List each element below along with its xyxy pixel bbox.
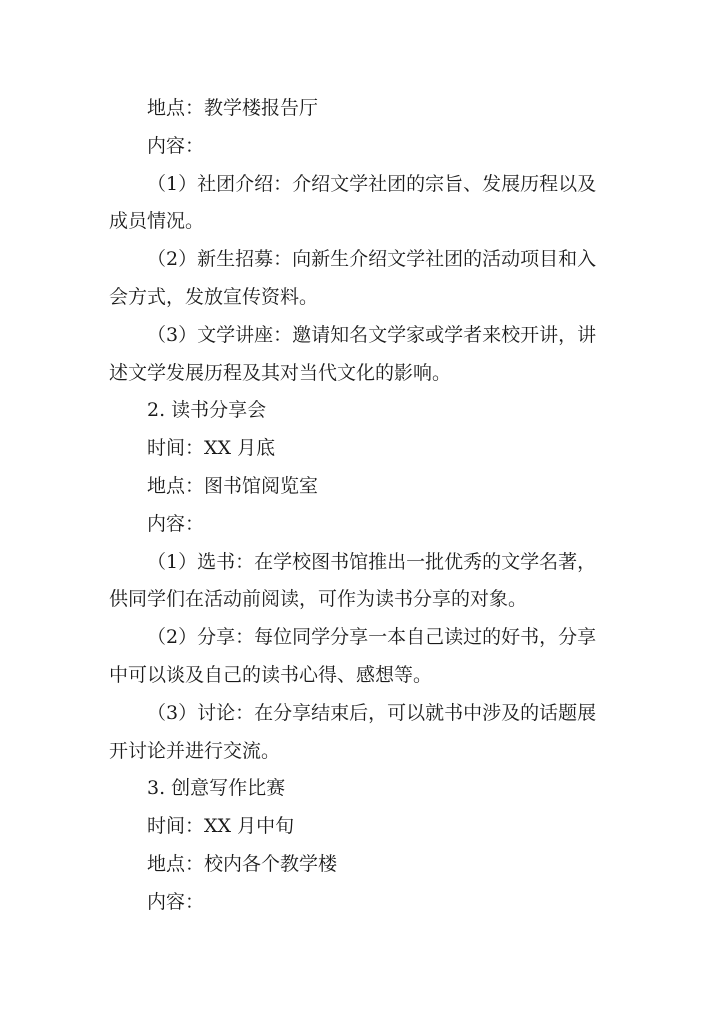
document-body bbox=[109, 90, 611, 922]
text-line: （2）分享：每位同学分享一本自己读过的好书，分享 bbox=[147, 626, 597, 649]
text-line: （3）讨论：在分享结束后，可以就书中涉及的话题展 bbox=[147, 701, 597, 724]
text-line: 内容： bbox=[147, 134, 205, 157]
text-line: 述文学发展历程及其对当代文化的影响。 bbox=[109, 361, 452, 384]
text-line: （3）文学讲座：邀请知名文学家或学者来校开讲，讲 bbox=[147, 323, 597, 346]
text-line: 内容： bbox=[147, 512, 205, 535]
text-line: 2. 读书分享会 bbox=[147, 399, 267, 422]
text-line: （1）选书：在学校图书馆推出一批优秀的文学名著， bbox=[147, 550, 597, 573]
text-line: 地点：教学楼报告厅 bbox=[147, 97, 319, 119]
text-line: 中可以谈及自己的读书心得、感想等。 bbox=[109, 663, 433, 686]
text-line: 供同学们在活动前阅读，可作为读书分享的对象。 bbox=[109, 588, 528, 611]
text-line: 会方式，发放宣传资料。 bbox=[109, 285, 319, 308]
text-line: 时间：XX 月中旬 bbox=[147, 815, 295, 838]
text-line: 开讨论并进行交流。 bbox=[109, 739, 281, 762]
text-line: 内容： bbox=[147, 890, 205, 913]
text-line: 成员情况。 bbox=[109, 210, 205, 233]
text-line: （1）社团介绍：介绍文学社团的宗旨、发展历程以及 bbox=[147, 172, 597, 195]
text-line: 3. 创意写作比赛 bbox=[147, 777, 286, 800]
text-line: 地点：校内各个教学楼 bbox=[147, 852, 338, 875]
text-line: 时间：XX 月底 bbox=[147, 437, 276, 460]
text-line: （2）新生招募：向新生介绍文学社团的活动项目和入 bbox=[147, 248, 597, 271]
text-line: 地点：图书馆阅览室 bbox=[147, 474, 319, 497]
